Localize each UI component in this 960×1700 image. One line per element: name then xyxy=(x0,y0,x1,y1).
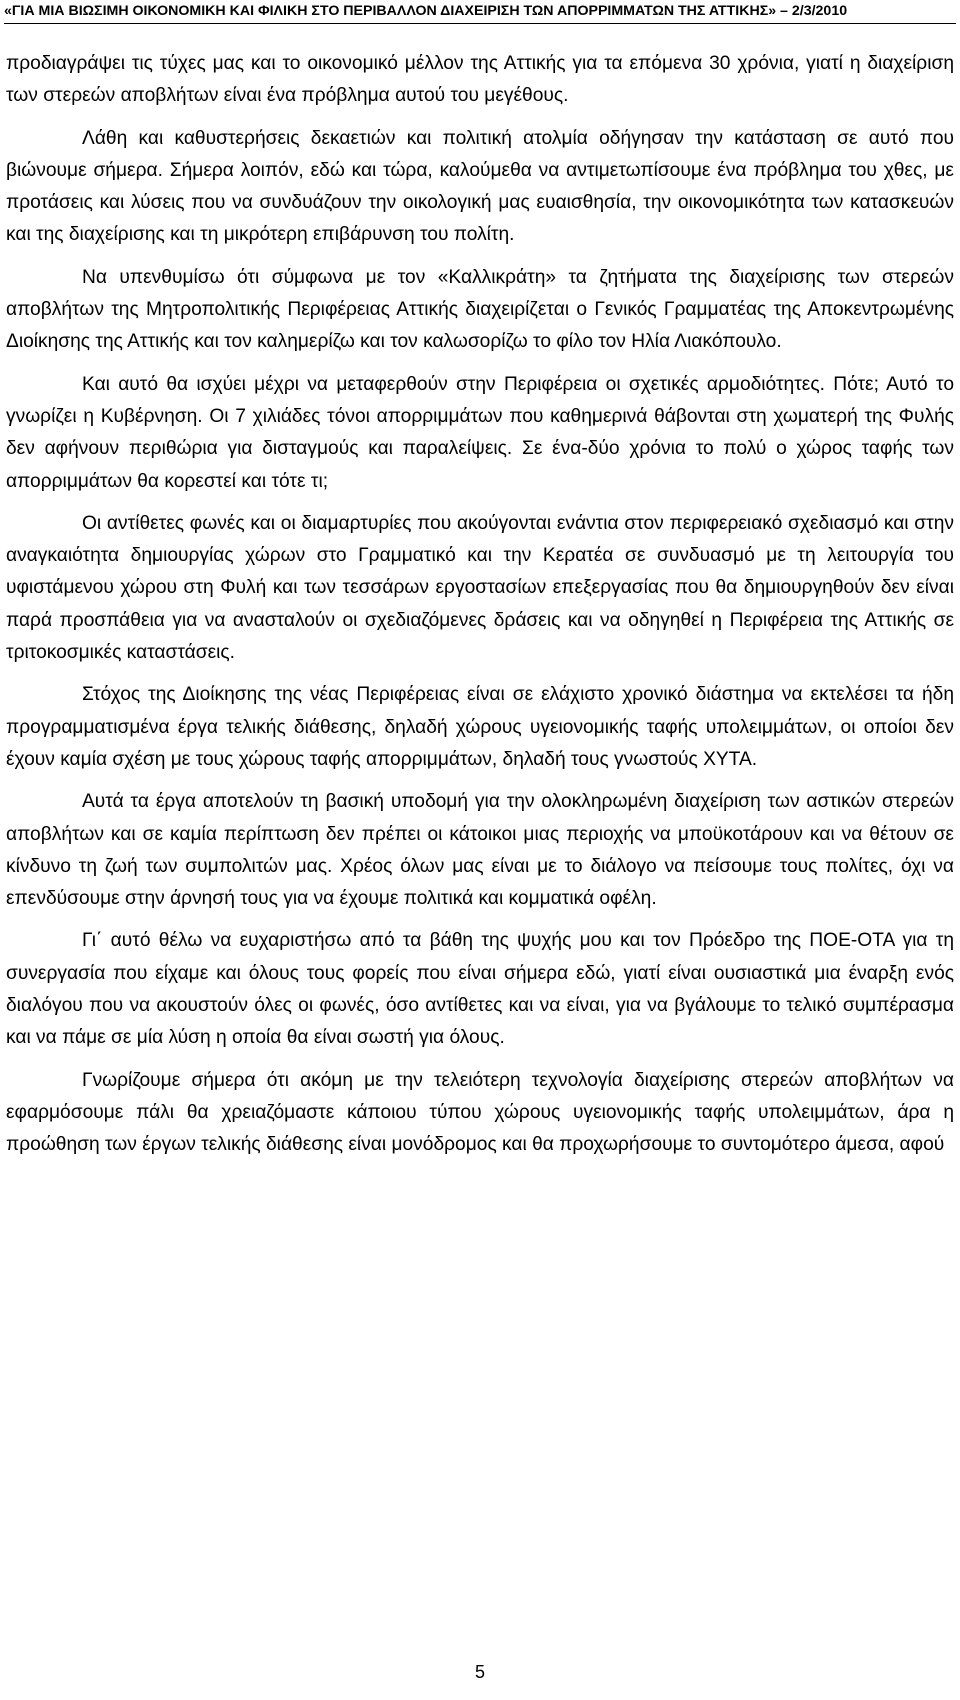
paragraph: Και αυτό θα ισχύει μέχρι να μεταφερθούν στην Περιφέρεια οι σχετικές αρμοδιότητες. Πότε; Αυτό το γνωρίζει η Κυβέρνηση. Οι 7 χιλιάδες τόνοι απορριμμάτων που καθημερινά θάβονται στη χωματερή της Φυλής δεν αφήνουν περιθώρια για δισταγμούς και παραλείψεις. Σε ένα-δύο χρόνια το πολύ ο χώρος ταφής των απορριμμάτων θα κορεστεί και τότε τι; xyxy=(6,373,954,492)
document-body xyxy=(6,48,954,1172)
page-header: «ΓΙΑ ΜΙΑ ΒΙΩΣΙΜΗ ΟΙΚΟΝΟΜΙΚΗ ΚΑΙ ΦΙΛΙΚΗ ΣΤΟ ΠΕΡΙΒΑΛΛΟΝ ΔΙΑΧΕΙΡΙΣΗ ΤΩΝ ΑΠΟΡΡΙΜΜΑΤΩΝ ΤΗΣ ΑΤΤΙΚΗΣ» – 2/3/2010 xyxy=(4,3,848,19)
paragraph: Να υπενθυμίσω ότι σύμφωνα με τον «Καλλικράτη» τα ζητήματα της διαχείρισης των στερεών αποβλήτων της Μητροπολιτικής Περιφέρειας Αττικής διαχειρίζεται ο Γενικός Γραμματέας της Αποκεντρωμένης Διοίκησης της Αττικής και τον καλημερίζω και τον καλωσορίζω το φίλο τον Ηλία Λιακόπουλο. xyxy=(6,266,954,353)
paragraph: Στόχος της Διοίκησης της νέας Περιφέρειας είναι σε ελάχιστο χρονικό διάστημα να εκτελέσει τα ήδη προγραμματισμένα έργα τελικής διάθεσης, δηλαδή χώρους υγειονομικής ταφής υπολειμμάτων, οι οποίοι δεν έχουν καμία σχέση με τους χώρους ταφής απορριμμάτων, δηλαδή τους γνωστούς ΧΥΤΑ. xyxy=(6,684,954,770)
header-rule xyxy=(4,23,956,24)
paragraph: Οι αντίθετες φωνές και οι διαμαρτυρίες που ακούγονται ενάντια στον περιφερειακό σχεδιασμό και στην αναγκαιότητα δημιουργίας χώρων στο Γραμματικό και την Κερατέα σε συνδυασμό με τη λειτουργία του υφιστάμενου χώρου στη Φυλή και των τεσσάρων εργοστασίων επεξεργασίας που θα δημιουργηθούν δεν είναι παρά προσπάθεια για να ανασταλούν οι σχεδιαζόμενες δράσεις και να οδηγηθεί η Περιφέρεια της Αττικής σε τριτοκοσμικές καταστάσεις. xyxy=(6,512,954,664)
paragraph: Λάθη και καθυστερήσεις δεκαετιών και πολιτική ατολμία οδήγησαν την κατάσταση σε αυτό που βιώνουμε σήμερα. Σήμερα λοιπόν, εδώ και τώρα, καλούμεθα να αντιμετωπίσουμε ένα πρόβλημα του χθες, με προτάσεις και λύσεις που να συνδυάζουν την οικολογική μας ευαισθησία, την οικονομικότητα των κατασκευών και της διαχείρισης και τη μικρότερη επιβάρυνση του πολίτη. xyxy=(6,127,954,246)
paragraph: Γνωρίζουμε σήμερα ότι ακόμη με την τελειότερη τεχνολογία διαχείρισης στερεών αποβλήτων να εφαρμόσουμε πάλι θα χρειαζόμαστε κάποιου τύπου χώρους υγειονομικής ταφής υπολειμμάτων, άρα η προώθηση των έργων τελικής διάθεσης είναι μονόδρομος και θα προχωρήσουμε το συντομότερο άμεσα, αφού xyxy=(6,1069,954,1156)
paragraph-continued: προδιαγράψει τις τύχες μας και το οικονομικό μέλλον της Αττικής για τα επόμενα 30 χρόνια, γιατί η διαχείριση των στερεών αποβλήτων είναι ένα πρόβλημα αυτού του μεγέθους. xyxy=(6,53,954,107)
page-number: 5 xyxy=(474,1662,485,1682)
paragraph: Αυτά τα έργα αποτελούν τη βασική υποδομή για την ολοκληρωμένη διαχείριση των αστικών στερεών αποβλήτων και σε καμία περίπτωση δεν πρέπει οι κάτοικοι μιας περιοχής να μποϋκοτάρουν και να θέτουν σε κίνδυνο τη ζωή των συμπολιτών μας. Χρέος όλων μας είναι με το διάλογο να πείσουμε τους πολίτες, όχι να επενδύσουμε στην άρνησή τους για να έχουμε πολιτικά και κομματικά οφέλη. xyxy=(6,791,954,910)
paragraph: Γι΄ αυτό θέλω να ευχαριστήσω από τα βάθη της ψυχής μου και τον Πρόεδρο της ΠΟΕ-ΟΤΑ για τη συνεργασία που είχαμε και όλους τους φορείς που είναι σήμερα εδώ, γιατί είναι ουσιαστικά μια έναρξη ενός διαλόγου που να ακουστούν όλες οι φωνές, όσο αντίθετες και να είναι, για να βγάλουμε το τελικό συμπέρασμα και να πάμε σε μία λύση η οποία θα είναι σωστή για όλους. xyxy=(6,930,954,1049)
